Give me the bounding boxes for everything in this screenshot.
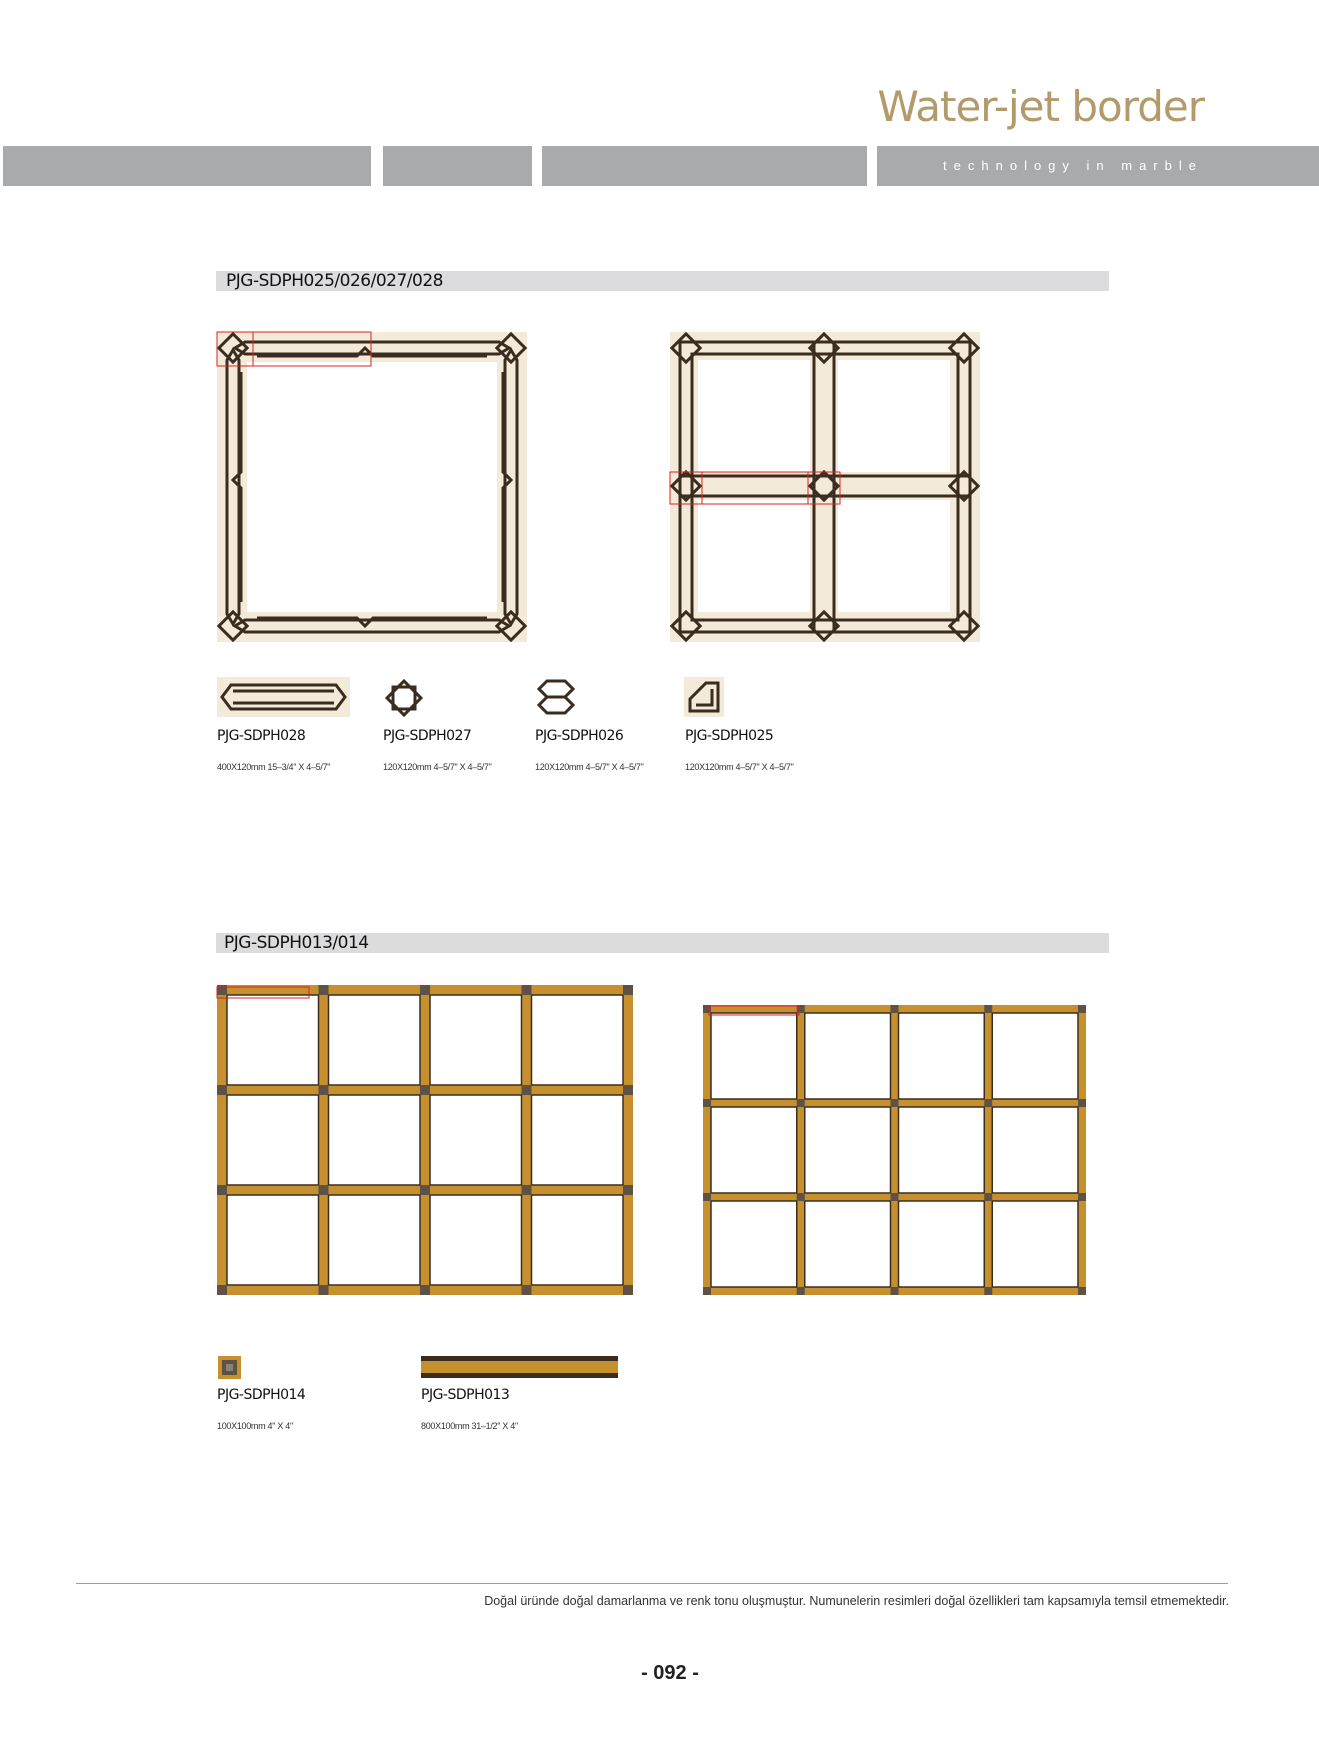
single-border-frame-image bbox=[217, 332, 527, 642]
product-thumb-sdph013 bbox=[421, 1356, 618, 1378]
product-dimensions: 800X100mm 31–1/2" X 4" bbox=[421, 1421, 518, 1431]
header-band-3 bbox=[542, 146, 867, 186]
product-thumb-sdph026 bbox=[535, 677, 577, 717]
header-band-1 bbox=[3, 146, 371, 186]
product-code: PJG-SDPH014 bbox=[217, 1387, 306, 1403]
product-dimensions: 120X120mm 4–5/7" X 4–5/7" bbox=[383, 762, 492, 772]
product-dimensions: 120X120mm 4–5/7" X 4–5/7" bbox=[685, 762, 794, 772]
footer-disclaimer: Doğal üründe doğal damarlanma ve renk tonu oluşmuştur. Numunelerin resimleri doğal özellikleri tam kapsamıyla temsil etmemektedir. bbox=[484, 1594, 1229, 1608]
product-dimensions: 100X100mm 4" X 4" bbox=[217, 1421, 293, 1431]
product-thumb-sdph025 bbox=[684, 677, 724, 717]
product-dimensions: 120X120mm 4–5/7" X 4–5/7" bbox=[535, 762, 644, 772]
page-title: Water-jet border bbox=[877, 82, 1204, 131]
product-dimensions: 400X120mm 15–3/4" X 4–5/7" bbox=[217, 762, 331, 772]
product-code: PJG-SDPH026 bbox=[535, 728, 624, 744]
product-thumb-sdph028 bbox=[217, 677, 350, 717]
footer-divider bbox=[76, 1583, 1228, 1584]
product-code: PJG-SDPH028 bbox=[217, 728, 306, 744]
grid-border-frame-image bbox=[670, 332, 980, 642]
product-code: PJG-SDPH027 bbox=[383, 728, 472, 744]
section-title: PJG-SDPH013/014 bbox=[224, 933, 369, 953]
product-code: PJG-SDPH013 bbox=[421, 1387, 510, 1403]
product-thumb-sdph014 bbox=[218, 1356, 241, 1379]
gold-grid-4x3-image bbox=[217, 985, 633, 1295]
page-number: - 092 - bbox=[641, 1662, 699, 1684]
product-code: PJG-SDPH025 bbox=[685, 728, 774, 744]
section-title: PJG-SDPH025/026/027/028 bbox=[226, 271, 443, 291]
product-thumb-sdph027 bbox=[383, 677, 425, 719]
header-tagline: technology in marble bbox=[943, 158, 1203, 173]
gold-grid-4x3-image-alt bbox=[703, 1005, 1086, 1295]
header-band-2 bbox=[383, 146, 532, 186]
